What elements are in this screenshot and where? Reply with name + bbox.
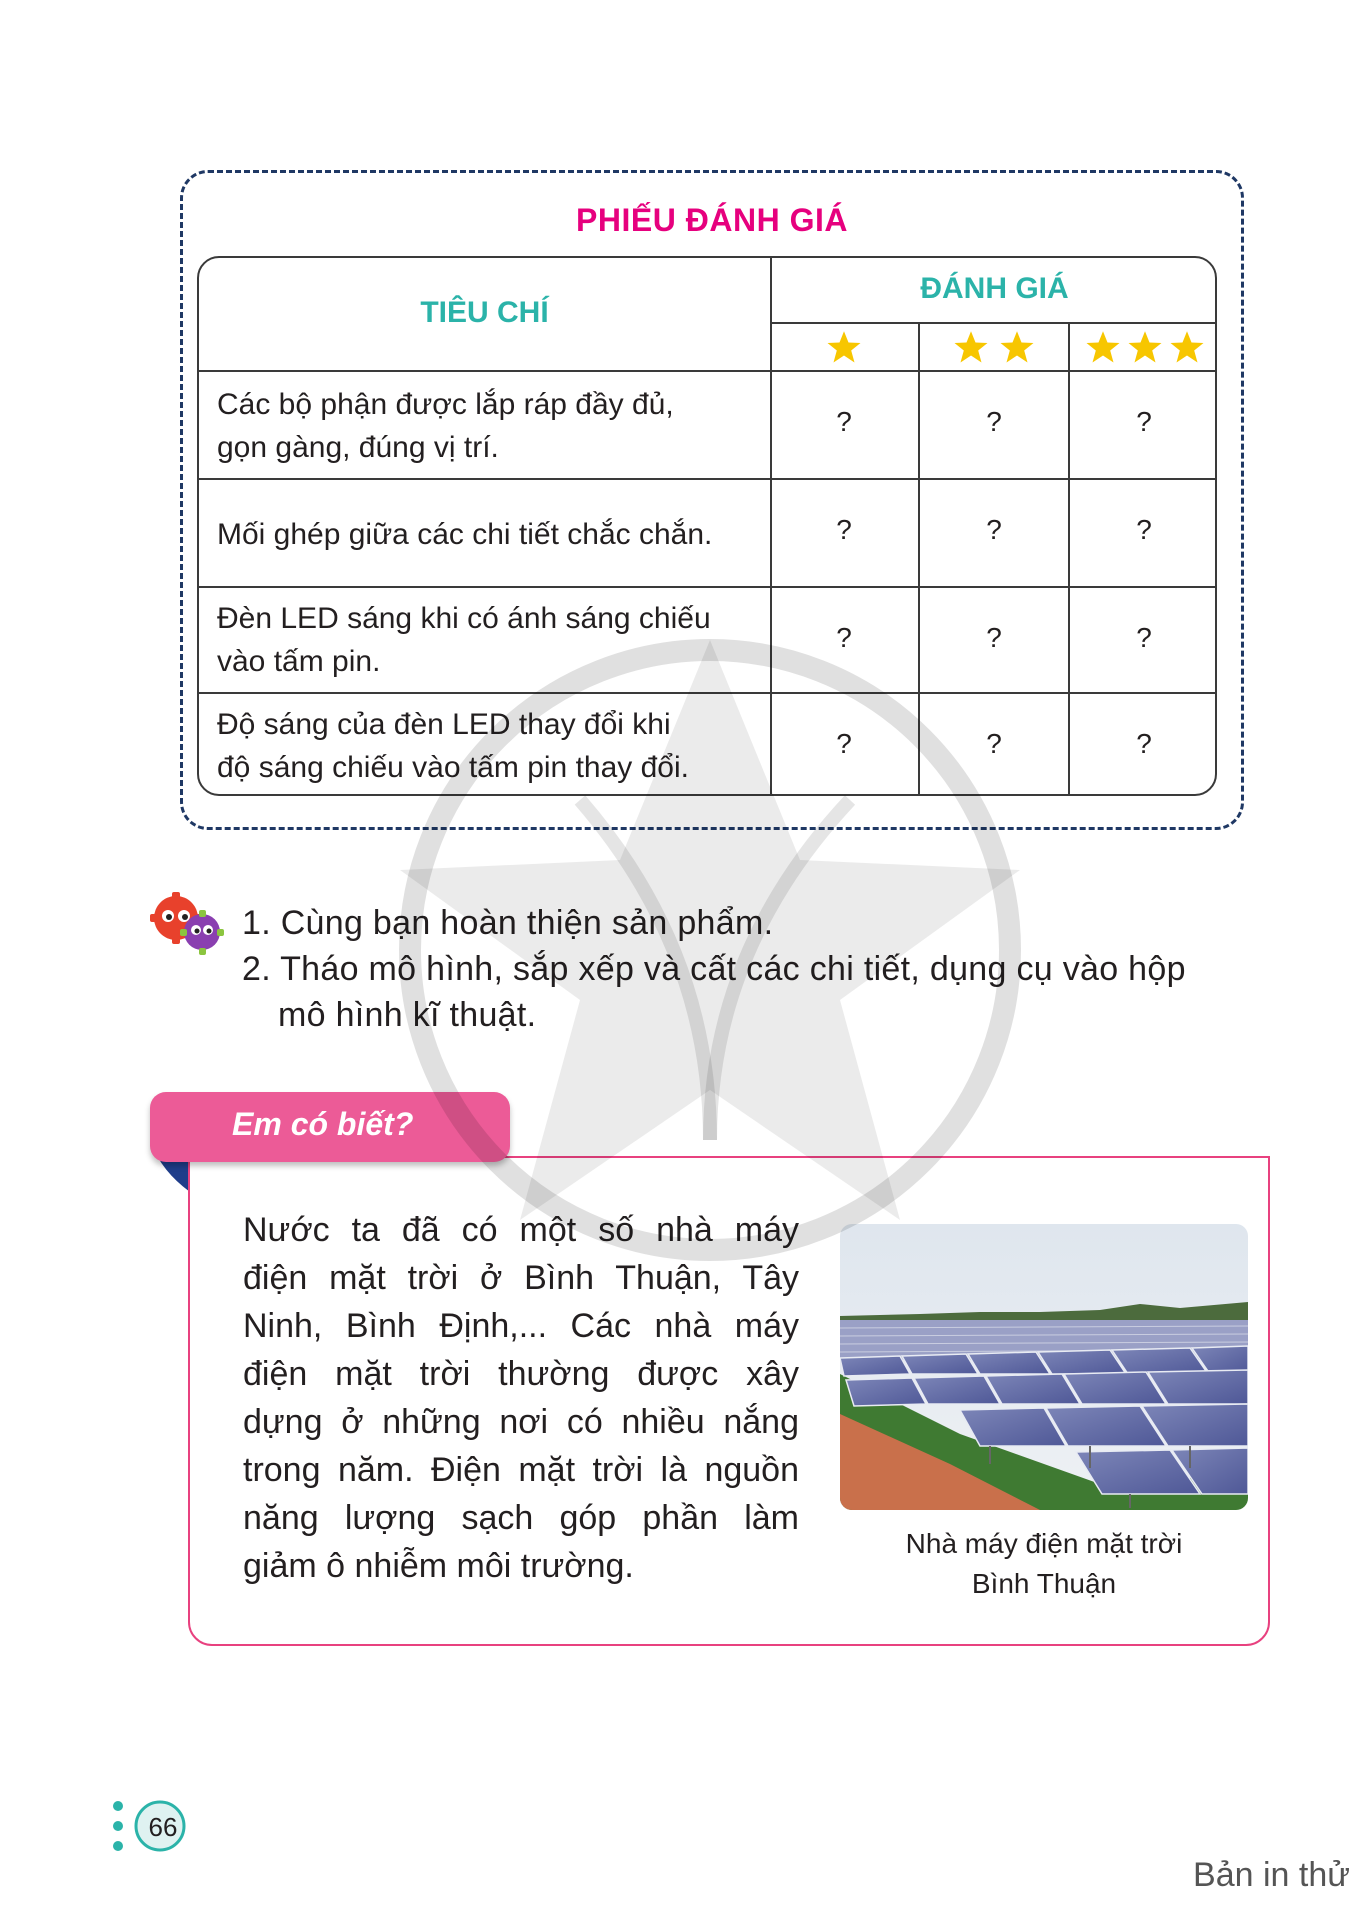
- rating-two-stars: [920, 324, 1068, 370]
- did-you-know-title: Em có biết?: [232, 1106, 414, 1142]
- table-divider: [199, 370, 1215, 372]
- did-you-know-text: Ninh, Bình Định,... Các nhà máy: [243, 1307, 799, 1345]
- table-divider: [199, 478, 1215, 480]
- star-icon: [999, 329, 1035, 365]
- rating-cell[interactable]: ?: [836, 728, 852, 759]
- criterion-text: vào tấm pin.: [217, 645, 381, 678]
- rating-cell[interactable]: ?: [1136, 728, 1152, 759]
- did-you-know-text: điện mặt trời thường được xây: [243, 1355, 799, 1393]
- criterion-text: độ sáng chiếu vào tấm pin thay đổi.: [217, 751, 689, 784]
- gears-icon: [150, 890, 226, 956]
- did-you-know-text: giảm ô nhiễm môi trường.: [243, 1547, 634, 1585]
- activity-item-2-continued: mô hình kĩ thuật.: [278, 996, 537, 1034]
- table-divider: [918, 324, 920, 794]
- did-you-know-text: trong năm. Điện mặt trời là nguồn: [243, 1451, 799, 1489]
- criterion-row-1: [217, 376, 767, 476]
- rating-cell[interactable]: ?: [1136, 406, 1152, 437]
- rating-cell[interactable]: ?: [986, 728, 1002, 759]
- page-number: 66: [148, 1812, 178, 1842]
- evaluation-title: PHIẾU ĐÁNH GIÁ: [576, 202, 848, 238]
- did-you-know-text: dựng ở những nơi có nhiều nắng: [243, 1403, 799, 1441]
- criterion-text: Độ sáng của đèn LED thay đổi khi: [217, 708, 671, 741]
- criterion-row-3: [217, 590, 767, 690]
- print-proof-label: Bản in thử: [1193, 1856, 1350, 1894]
- criterion-text: Đèn LED sáng khi có ánh sáng chiếu: [217, 602, 711, 635]
- solar-farm-photo: [840, 1224, 1248, 1510]
- rating-cell[interactable]: ?: [836, 514, 852, 545]
- activity-item-1: 1. Cùng bạn hoàn thiện sản phẩm.: [242, 904, 774, 942]
- criterion-text: Mối ghép giữa các chi tiết chắc chắn.: [217, 517, 713, 551]
- activity-item-2: 2. Tháo mô hình, sắp xếp và cất các chi tiết, dụng cụ vào hộp: [242, 950, 1186, 988]
- rating-cell[interactable]: ?: [836, 622, 852, 653]
- star-icon: [1169, 329, 1205, 365]
- rating-cell[interactable]: ?: [836, 406, 852, 437]
- criterion-text: Các bộ phận được lắp ráp đầy đủ,: [217, 388, 674, 421]
- photo-caption: Bình Thuận: [971, 1568, 1117, 1599]
- star-icon: [1085, 329, 1121, 365]
- evaluation-table: [197, 256, 1217, 796]
- rating-cell[interactable]: ?: [1136, 622, 1152, 653]
- rating-cell[interactable]: ?: [986, 406, 1002, 437]
- star-icon: [953, 329, 989, 365]
- rating-header: ĐÁNH GIÁ: [920, 272, 1069, 305]
- star-icon: [826, 329, 862, 365]
- table-divider: [199, 586, 1215, 588]
- did-you-know-text: điện mặt trời ở Bình Thuận, Tây: [243, 1259, 799, 1297]
- rating-cell[interactable]: ?: [986, 622, 1002, 653]
- did-you-know-text: Nước ta đã có một số nhà máy: [243, 1211, 799, 1249]
- star-icon: [1127, 329, 1163, 365]
- table-divider: [199, 692, 1215, 694]
- rating-cell[interactable]: ?: [986, 514, 1002, 545]
- criteria-header: TIÊU CHÍ: [420, 296, 549, 329]
- criterion-row-2: [217, 482, 767, 586]
- criterion-text: gọn gàng, đúng vị trí.: [217, 431, 499, 464]
- photo-caption: Nhà máy điện mặt trời: [905, 1528, 1183, 1559]
- criterion-row-4: [217, 696, 767, 796]
- rating-one-star: [770, 324, 918, 370]
- did-you-know-text: năng lượng sạch góp phần làm: [243, 1499, 799, 1537]
- table-divider: [1068, 324, 1070, 794]
- rating-three-stars: [1070, 324, 1217, 370]
- rating-cell[interactable]: ?: [1136, 514, 1152, 545]
